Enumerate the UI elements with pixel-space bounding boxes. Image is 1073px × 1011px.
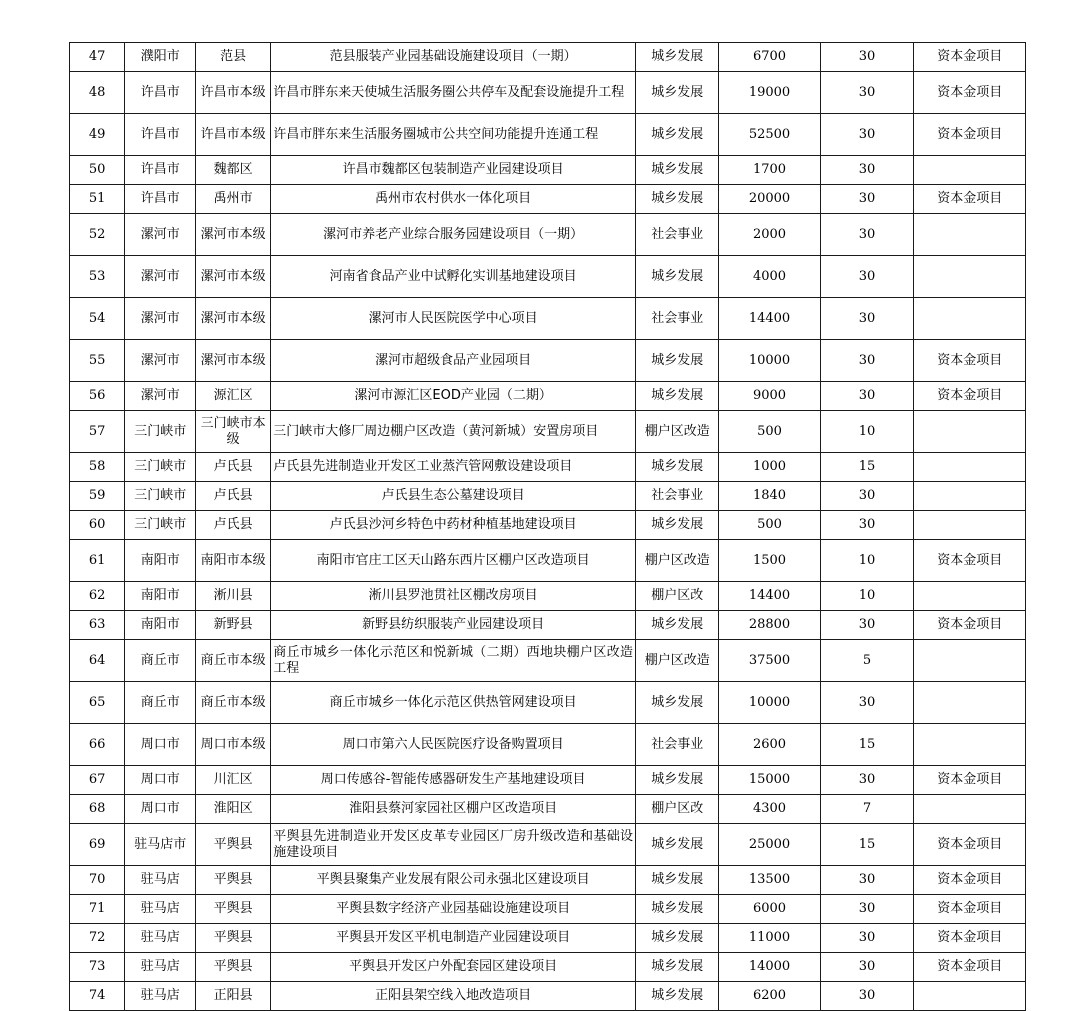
cell-remark: 资本金项目 (914, 114, 1026, 156)
cell-city: 三门峡市 (125, 482, 196, 511)
cell-amount: 20000 (719, 185, 820, 214)
cell-field: 社会事业 (636, 298, 719, 340)
cell-remark: 资本金项目 (914, 824, 1026, 866)
table-row (70, 214, 1026, 256)
cell-years: 30 (820, 256, 914, 298)
cell-project-name: 淅川县罗池贯社区棚改房项目 (271, 582, 636, 611)
cell-project-name: 漯河市养老产业综合服务园建设项目（一期） (271, 214, 636, 256)
cell-city: 商丘市 (125, 640, 196, 682)
cell-amount: 25000 (719, 824, 820, 866)
cell-remark: 资本金项目 (914, 340, 1026, 382)
cell-area: 禹州市 (196, 185, 271, 214)
table-row (70, 482, 1026, 511)
cell-no: 65 (70, 682, 125, 724)
cell-city: 周口市 (125, 795, 196, 824)
cell-amount: 13500 (719, 866, 820, 895)
cell-area: 商丘市本级 (196, 682, 271, 724)
cell-years: 30 (820, 766, 914, 795)
cell-area: 三门峡市本级 (196, 411, 271, 453)
cell-amount: 14000 (719, 953, 820, 982)
cell-remark (914, 582, 1026, 611)
cell-city: 驻马店市 (125, 824, 196, 866)
table-row (70, 540, 1026, 582)
cell-area: 平舆县 (196, 953, 271, 982)
cell-project-name: 范县服装产业园基础设施建设项目（一期） (271, 43, 636, 72)
cell-no: 73 (70, 953, 125, 982)
cell-city: 许昌市 (125, 114, 196, 156)
cell-city: 漯河市 (125, 298, 196, 340)
cell-project-name: 许昌市胖东来天使城生活服务圈公共停车及配套设施提升工程 (271, 72, 636, 114)
cell-amount: 15000 (719, 766, 820, 795)
cell-city: 三门峡市 (125, 411, 196, 453)
cell-remark: 资本金项目 (914, 866, 1026, 895)
cell-field: 棚户区改 (636, 795, 719, 824)
cell-project-name: 卢氏县沙河乡特色中药材种植基地建设项目 (271, 511, 636, 540)
cell-area: 漯河市本级 (196, 298, 271, 340)
cell-amount: 4300 (719, 795, 820, 824)
cell-amount: 1000 (719, 453, 820, 482)
table-row (70, 114, 1026, 156)
cell-area: 卢氏县 (196, 453, 271, 482)
cell-remark: 资本金项目 (914, 953, 1026, 982)
cell-field: 城乡发展 (636, 185, 719, 214)
cell-amount: 6200 (719, 982, 820, 1011)
cell-no: 50 (70, 156, 125, 185)
cell-field: 城乡发展 (636, 766, 719, 795)
cell-amount: 52500 (719, 114, 820, 156)
cell-field: 社会事业 (636, 724, 719, 766)
cell-no: 60 (70, 511, 125, 540)
table-row (70, 453, 1026, 482)
cell-field: 棚户区改 (636, 582, 719, 611)
cell-no: 63 (70, 611, 125, 640)
cell-field: 城乡发展 (636, 982, 719, 1011)
cell-area: 漯河市本级 (196, 214, 271, 256)
cell-no: 56 (70, 382, 125, 411)
table-row (70, 895, 1026, 924)
cell-remark (914, 511, 1026, 540)
cell-area: 卢氏县 (196, 482, 271, 511)
cell-remark (914, 411, 1026, 453)
cell-project-name: 平舆县数字经济产业园基础设施建设项目 (271, 895, 636, 924)
cell-city: 许昌市 (125, 72, 196, 114)
cell-years: 30 (820, 214, 914, 256)
cell-area: 许昌市本级 (196, 72, 271, 114)
cell-project-name: 商丘市城乡一体化示范区和悦新城（二期）西地块棚户区改造工程 (271, 640, 636, 682)
cell-field: 社会事业 (636, 214, 719, 256)
cell-remark: 资本金项目 (914, 72, 1026, 114)
cell-city: 许昌市 (125, 156, 196, 185)
cell-remark (914, 982, 1026, 1011)
cell-remark (914, 482, 1026, 511)
cell-city: 驻马店 (125, 953, 196, 982)
cell-no: 54 (70, 298, 125, 340)
cell-city: 许昌市 (125, 185, 196, 214)
cell-amount: 10000 (719, 340, 820, 382)
cell-project-name: 商丘市城乡一体化示范区供热管网建设项目 (271, 682, 636, 724)
table-row (70, 582, 1026, 611)
cell-no: 52 (70, 214, 125, 256)
cell-field: 城乡发展 (636, 72, 719, 114)
cell-no: 53 (70, 256, 125, 298)
cell-field: 社会事业 (636, 482, 719, 511)
cell-project-name: 正阳县架空线入地改造项目 (271, 982, 636, 1011)
cell-no: 62 (70, 582, 125, 611)
table-row (70, 953, 1026, 982)
cell-remark (914, 298, 1026, 340)
cell-remark: 资本金项目 (914, 540, 1026, 582)
cell-project-name: 许昌市胖东来生活服务圈城市公共空间功能提升连通工程 (271, 114, 636, 156)
cell-amount: 14400 (719, 298, 820, 340)
cell-field: 城乡发展 (636, 256, 719, 298)
cell-field: 城乡发展 (636, 453, 719, 482)
cell-years: 30 (820, 340, 914, 382)
cell-area: 平舆县 (196, 924, 271, 953)
cell-field: 棚户区改造 (636, 411, 719, 453)
cell-area: 平舆县 (196, 824, 271, 866)
cell-project-name: 漯河市超级食品产业园项目 (271, 340, 636, 382)
cell-years: 30 (820, 156, 914, 185)
cell-no: 69 (70, 824, 125, 866)
cell-years: 30 (820, 43, 914, 72)
cell-area: 卢氏县 (196, 511, 271, 540)
cell-amount: 4000 (719, 256, 820, 298)
cell-no: 66 (70, 724, 125, 766)
table-row (70, 511, 1026, 540)
cell-project-name: 禹州市农村供水一体化项目 (271, 185, 636, 214)
cell-project-name: 卢氏县先进制造业开发区工业蒸汽管网敷设建设项目 (271, 453, 636, 482)
cell-city: 三门峡市 (125, 511, 196, 540)
cell-years: 30 (820, 114, 914, 156)
cell-no: 71 (70, 895, 125, 924)
table-row (70, 724, 1026, 766)
cell-remark (914, 795, 1026, 824)
table-row (70, 824, 1026, 866)
cell-project-name: 平舆县开发区平机电制造产业园建设项目 (271, 924, 636, 953)
cell-no: 67 (70, 766, 125, 795)
cell-years: 30 (820, 611, 914, 640)
cell-field: 城乡发展 (636, 511, 719, 540)
cell-remark (914, 156, 1026, 185)
cell-field: 城乡发展 (636, 611, 719, 640)
cell-amount: 1840 (719, 482, 820, 511)
cell-field: 城乡发展 (636, 866, 719, 895)
table-body (70, 43, 1026, 1011)
table-row (70, 611, 1026, 640)
cell-years: 30 (820, 511, 914, 540)
cell-amount: 1700 (719, 156, 820, 185)
cell-area: 周口市本级 (196, 724, 271, 766)
cell-project-name: 平舆县开发区户外配套园区建设项目 (271, 953, 636, 982)
cell-city: 南阳市 (125, 540, 196, 582)
cell-project-name: 周口市第六人民医院医疗设备购置项目 (271, 724, 636, 766)
cell-remark: 资本金项目 (914, 611, 1026, 640)
cell-project-name: 卢氏县生态公墓建设项目 (271, 482, 636, 511)
cell-city: 周口市 (125, 766, 196, 795)
cell-years: 30 (820, 982, 914, 1011)
cell-amount: 500 (719, 511, 820, 540)
table-row (70, 866, 1026, 895)
cell-years: 5 (820, 640, 914, 682)
table-row (70, 982, 1026, 1011)
table-row (70, 382, 1026, 411)
cell-area: 商丘市本级 (196, 640, 271, 682)
cell-remark: 资本金项目 (914, 924, 1026, 953)
cell-area: 漯河市本级 (196, 256, 271, 298)
cell-field: 棚户区改造 (636, 640, 719, 682)
cell-area: 川汇区 (196, 766, 271, 795)
cell-remark (914, 256, 1026, 298)
cell-city: 漯河市 (125, 256, 196, 298)
cell-city: 漯河市 (125, 382, 196, 411)
table-row (70, 256, 1026, 298)
cell-field: 城乡发展 (636, 114, 719, 156)
cell-no: 47 (70, 43, 125, 72)
cell-field: 棚户区改造 (636, 540, 719, 582)
cell-city: 漯河市 (125, 340, 196, 382)
cell-field: 城乡发展 (636, 895, 719, 924)
cell-remark (914, 640, 1026, 682)
cell-project-name: 漯河市人民医院医学中心项目 (271, 298, 636, 340)
cell-no: 51 (70, 185, 125, 214)
cell-amount: 2600 (719, 724, 820, 766)
cell-years: 30 (820, 953, 914, 982)
cell-project-name: 淮阳县蔡河家园社区棚户区改造项目 (271, 795, 636, 824)
cell-amount: 1500 (719, 540, 820, 582)
cell-years: 15 (820, 724, 914, 766)
cell-remark: 资本金项目 (914, 382, 1026, 411)
cell-amount: 37500 (719, 640, 820, 682)
table-row (70, 298, 1026, 340)
cell-project-name: 许昌市魏都区包装制造产业园建设项目 (271, 156, 636, 185)
cell-no: 68 (70, 795, 125, 824)
cell-amount: 14400 (719, 582, 820, 611)
cell-amount: 9000 (719, 382, 820, 411)
cell-city: 濮阳市 (125, 43, 196, 72)
cell-years: 30 (820, 72, 914, 114)
cell-years: 30 (820, 298, 914, 340)
cell-remark: 资本金项目 (914, 895, 1026, 924)
cell-years: 30 (820, 482, 914, 511)
table-row (70, 411, 1026, 453)
cell-area: 新野县 (196, 611, 271, 640)
table-row (70, 156, 1026, 185)
cell-years: 15 (820, 453, 914, 482)
cell-city: 商丘市 (125, 682, 196, 724)
cell-city: 三门峡市 (125, 453, 196, 482)
cell-city: 驻马店 (125, 895, 196, 924)
cell-years: 30 (820, 382, 914, 411)
cell-no: 58 (70, 453, 125, 482)
cell-field: 城乡发展 (636, 682, 719, 724)
cell-years: 15 (820, 824, 914, 866)
cell-field: 城乡发展 (636, 824, 719, 866)
cell-project-name: 漯河市源汇区EOD产业园（二期） (271, 382, 636, 411)
cell-area: 淅川县 (196, 582, 271, 611)
cell-area: 淮阳区 (196, 795, 271, 824)
cell-years: 10 (820, 582, 914, 611)
cell-years: 10 (820, 540, 914, 582)
cell-no: 64 (70, 640, 125, 682)
cell-amount: 2000 (719, 214, 820, 256)
cell-amount: 6000 (719, 895, 820, 924)
cell-years: 30 (820, 185, 914, 214)
cell-no: 59 (70, 482, 125, 511)
cell-years: 30 (820, 924, 914, 953)
cell-remark (914, 214, 1026, 256)
project-list-table (69, 42, 1026, 1011)
cell-project-name: 平舆县先进制造业开发区皮革专业园区厂房升级改造和基础设施建设项目 (271, 824, 636, 866)
cell-project-name: 三门峡市大修厂周边棚户区改造（黄河新城）安置房项目 (271, 411, 636, 453)
cell-field: 城乡发展 (636, 382, 719, 411)
table-row (70, 43, 1026, 72)
cell-no: 57 (70, 411, 125, 453)
cell-area: 平舆县 (196, 895, 271, 924)
cell-remark: 资本金项目 (914, 185, 1026, 214)
table-row (70, 924, 1026, 953)
cell-years: 10 (820, 411, 914, 453)
cell-city: 南阳市 (125, 611, 196, 640)
cell-area: 范县 (196, 43, 271, 72)
cell-years: 30 (820, 895, 914, 924)
cell-area: 南阳市本级 (196, 540, 271, 582)
cell-field: 城乡发展 (636, 340, 719, 382)
cell-city: 驻马店 (125, 866, 196, 895)
cell-area: 正阳县 (196, 982, 271, 1011)
cell-project-name: 南阳市官庄工区天山路东西片区棚户区改造项目 (271, 540, 636, 582)
cell-project-name: 河南省食品产业中试孵化实训基地建设项目 (271, 256, 636, 298)
table-row (70, 185, 1026, 214)
cell-area: 平舆县 (196, 866, 271, 895)
cell-remark: 资本金项目 (914, 766, 1026, 795)
cell-no: 72 (70, 924, 125, 953)
cell-no: 61 (70, 540, 125, 582)
cell-project-name: 平舆县聚集产业发展有限公司永强北区建设项目 (271, 866, 636, 895)
cell-years: 30 (820, 866, 914, 895)
table-row (70, 640, 1026, 682)
cell-no: 49 (70, 114, 125, 156)
cell-remark (914, 682, 1026, 724)
cell-field: 城乡发展 (636, 156, 719, 185)
cell-remark: 资本金项目 (914, 43, 1026, 72)
table-row (70, 795, 1026, 824)
cell-project-name: 新野县纺织服装产业园建设项目 (271, 611, 636, 640)
cell-remark (914, 724, 1026, 766)
cell-years: 7 (820, 795, 914, 824)
cell-area: 漯河市本级 (196, 340, 271, 382)
table-row (70, 72, 1026, 114)
cell-amount: 6700 (719, 43, 820, 72)
cell-city: 驻马店 (125, 982, 196, 1011)
cell-city: 南阳市 (125, 582, 196, 611)
cell-amount: 10000 (719, 682, 820, 724)
table-row (70, 766, 1026, 795)
cell-amount: 19000 (719, 72, 820, 114)
cell-remark (914, 453, 1026, 482)
cell-field: 城乡发展 (636, 953, 719, 982)
cell-amount: 500 (719, 411, 820, 453)
cell-amount: 28800 (719, 611, 820, 640)
cell-area: 许昌市本级 (196, 114, 271, 156)
cell-city: 周口市 (125, 724, 196, 766)
cell-no: 70 (70, 866, 125, 895)
cell-no: 74 (70, 982, 125, 1011)
cell-amount: 11000 (719, 924, 820, 953)
cell-years: 30 (820, 682, 914, 724)
cell-project-name: 周口传感谷-智能传感器研发生产基地建设项目 (271, 766, 636, 795)
cell-no: 48 (70, 72, 125, 114)
table-row (70, 340, 1026, 382)
cell-area: 魏都区 (196, 156, 271, 185)
cell-city: 漯河市 (125, 214, 196, 256)
cell-city: 驻马店 (125, 924, 196, 953)
cell-area: 源汇区 (196, 382, 271, 411)
cell-no: 55 (70, 340, 125, 382)
cell-field: 城乡发展 (636, 924, 719, 953)
cell-field: 城乡发展 (636, 43, 719, 72)
table-row (70, 682, 1026, 724)
